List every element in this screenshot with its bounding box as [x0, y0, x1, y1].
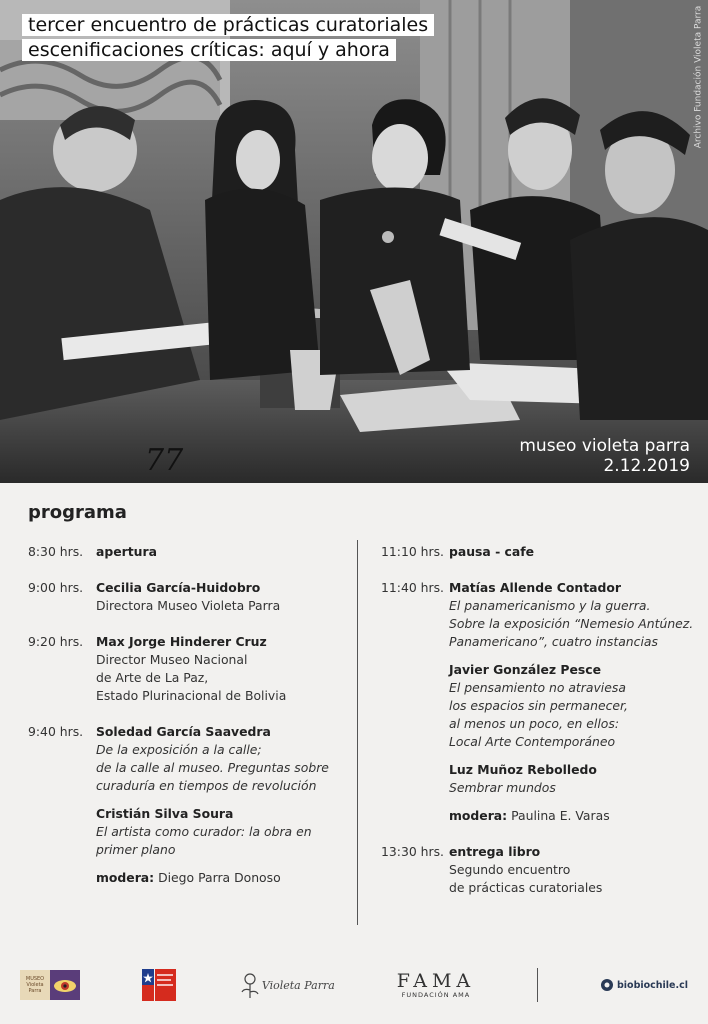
speaker-role: Estado Plurinacional de Bolivia	[96, 688, 287, 703]
speaker-name: Soledad García Saavedra	[96, 724, 271, 739]
chile-government-logo	[142, 969, 176, 1001]
fama-wordmark: FAMA	[396, 970, 476, 992]
guitar-flower-icon	[238, 970, 262, 1000]
footer-divider	[537, 968, 538, 1002]
entry-title: pausa - cafe	[449, 544, 535, 559]
speaker-role: Directora Museo Violeta Parra	[96, 598, 281, 613]
schedule-entry	[381, 543, 701, 561]
venue-date	[519, 436, 690, 476]
moderator-label: modera:	[96, 870, 155, 885]
violeta-parra-signature-logo	[238, 970, 335, 1000]
entry-time: 9:20 hrs.	[28, 634, 84, 649]
event-title	[22, 14, 434, 61]
moderator-name: Paulina E. Varas	[511, 808, 610, 823]
talk-title: primer plano	[96, 842, 176, 857]
fama-subtitle: FUNDACIÓN AMA	[401, 991, 471, 999]
schedule-left-column	[28, 543, 343, 887]
talk-title: El pensamiento no atraviesa	[449, 680, 626, 695]
speaker-role: de Arte de La Paz,	[96, 670, 209, 685]
svg-text:77: 77	[145, 443, 184, 478]
speaker-name: Max Jorge Hinderer Cruz	[96, 634, 267, 649]
programa-heading: programa	[28, 502, 127, 523]
event-date: 2.12.2019	[603, 456, 690, 476]
talk-title: Sembrar mundos	[449, 780, 556, 795]
talk-title: De la exposición a la calle;	[96, 742, 262, 757]
archival-photo-illustration	[0, 0, 708, 483]
talk-title: Local Arte Contemporáneo	[449, 734, 616, 749]
photo-credit: Archivo Fundación Violeta Parra	[693, 5, 704, 149]
entry-time: 13:30 hrs.	[381, 844, 444, 859]
entry-time: 11:10 hrs.	[381, 544, 444, 559]
entry-title: apertura	[96, 544, 157, 559]
moderator-name: Diego Parra Donoso	[158, 870, 281, 885]
talk-title: al menos un poco, en ellos:	[449, 716, 619, 731]
fundacion-ama-logo	[397, 971, 475, 999]
sponsor-logos	[20, 962, 688, 1008]
entry-time: 8:30 hrs.	[28, 544, 84, 559]
entry-detail: Segundo encuentro	[449, 862, 571, 877]
entry-time: 9:00 hrs.	[28, 580, 84, 595]
entry-time: 11:40 hrs.	[381, 580, 444, 595]
column-divider	[357, 540, 358, 925]
schedule-entry	[28, 723, 343, 795]
moderator-line	[449, 807, 701, 825]
schedule-entry	[381, 843, 701, 897]
biobio-mark-icon	[600, 978, 614, 992]
schedule-entry	[381, 579, 701, 651]
speaker-name: Javier González Pesce	[449, 662, 601, 677]
biobiochile-logo	[600, 978, 688, 992]
talk-title: El panamericanismo y la guerra.	[449, 598, 651, 613]
schedule-entry	[28, 543, 343, 561]
talk-title: curaduría en tiempos de revolución	[96, 778, 317, 793]
schedule-entry	[28, 633, 343, 705]
speaker-name: Cristián Silva Soura	[96, 806, 234, 821]
schedule-subentry	[449, 761, 701, 797]
museo-violeta-parra-logo	[20, 970, 80, 1000]
venue-name: museo violeta parra	[519, 436, 690, 456]
mvp-logo-text: MUSEO	[25, 976, 45, 982]
entry-detail: de prácticas curatoriales	[449, 880, 603, 895]
biobio-wordmark: biobiochile.cl	[616, 979, 688, 991]
moderator-line	[96, 869, 343, 887]
violeta-parra-script: Violeta Parra	[261, 978, 335, 992]
talk-title: El artista como curador: la obra en	[96, 824, 312, 839]
mvp-logo-text: Parra	[28, 988, 42, 994]
schedule-subentry	[449, 661, 701, 751]
schedule-right-column	[381, 543, 701, 897]
talk-title: Panamericano”, cuatro instancias	[449, 634, 658, 649]
speaker-name: Cecilia García-Huidobro	[96, 580, 261, 595]
speaker-name: Luz Muñoz Rebolledo	[449, 762, 597, 777]
speaker-name: Matías Allende Contador	[449, 580, 622, 595]
hero-photo	[0, 0, 708, 483]
talk-title: los espacios sin permanecer,	[449, 698, 628, 713]
title-line-1: tercer encuentro de prácticas curatoriales	[22, 14, 434, 36]
entry-title: entrega libro	[449, 844, 541, 859]
title-line-2: escenificaciones críticas: aquí y ahora	[22, 39, 396, 61]
schedule-entry	[28, 579, 343, 615]
moderator-label: modera:	[449, 808, 508, 823]
entry-time: 9:40 hrs.	[28, 724, 84, 739]
mvp-logo-text: Violeta	[26, 982, 44, 988]
speaker-role: Director Museo Nacional	[96, 652, 248, 667]
schedule-subentry	[96, 805, 343, 859]
eye-icon	[50, 970, 80, 1000]
talk-title: de la calle al museo. Preguntas sobre	[96, 760, 329, 775]
talk-title: Sobre la exposición “Nemesio Antúnez.	[449, 616, 694, 631]
